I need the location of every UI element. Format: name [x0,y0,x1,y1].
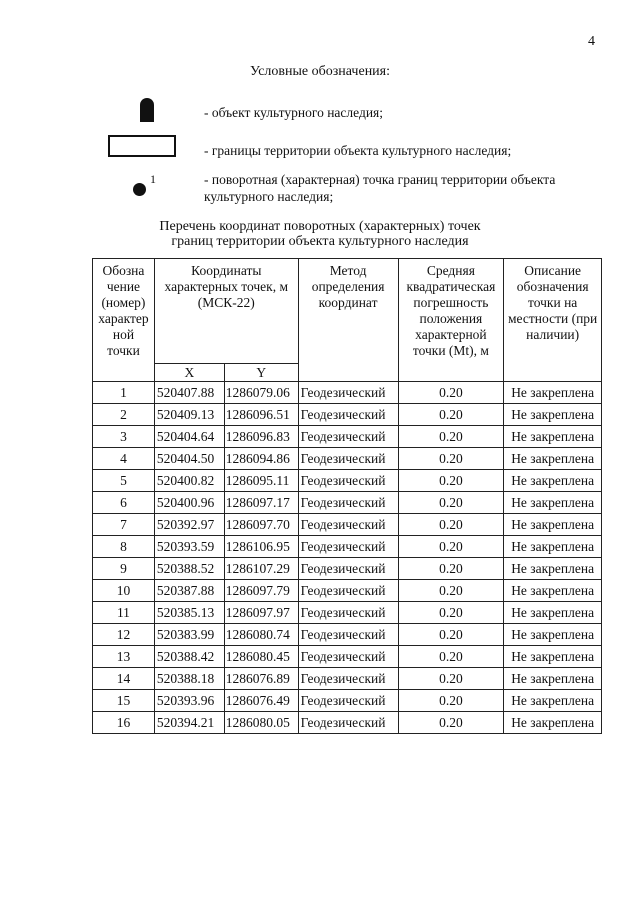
mean-error-cell: 0.20 [398,470,504,492]
mean-error-cell: 0.20 [398,514,504,536]
page-number: 4 [588,34,595,49]
table-row [93,492,602,514]
description-cell: Не закреплена [504,690,602,712]
description-cell: Не закреплена [504,536,602,558]
mean-error-cell: 0.20 [398,492,504,514]
description-cell: Не закреплена [504,712,602,734]
turning-point-icon [133,183,146,196]
mean-error-cell: 0.20 [398,558,504,580]
coord-x-cell: 520385.13 [154,602,224,624]
coord-y-cell: 1286107.29 [224,558,298,580]
mean-error-cell: 0.20 [398,646,504,668]
table-row [93,668,602,690]
coord-x-cell: 520407.88 [154,382,224,404]
method-cell: Геодезический [298,404,398,426]
table-row [93,580,602,602]
coord-x-cell: 520394.21 [154,712,224,734]
coord-y-cell: 1286095.11 [224,470,298,492]
description-cell: Не закреплена [504,404,602,426]
method-cell: Геодезический [298,426,398,448]
table-row [93,448,602,470]
coordinates-table [92,258,602,734]
mean-error-cell: 0.20 [398,426,504,448]
header-description: Описание обозначения точки на местности (при наличии) [504,259,602,382]
method-cell: Геодезический [298,558,398,580]
method-cell: Геодезический [298,624,398,646]
point-number-cell: 10 [93,580,155,602]
monument-icon [140,98,154,122]
coord-y-cell: 1286080.45 [224,646,298,668]
mean-error-cell: 0.20 [398,712,504,734]
mean-error-cell: 0.20 [398,668,504,690]
table-row [93,536,602,558]
header-method: Метод определения координат [298,259,398,382]
description-cell: Не закреплена [504,668,602,690]
header-designation: Обозна чение (номер) характер ной точки [93,259,155,382]
coord-x-cell: 520388.18 [154,668,224,690]
method-cell: Геодезический [298,690,398,712]
description-cell: Не закреплена [504,470,602,492]
description-cell: Не закреплена [504,646,602,668]
description-cell: Не закреплена [504,492,602,514]
mean-error-cell: 0.20 [398,404,504,426]
coord-x-cell: 520409.13 [154,404,224,426]
method-cell: Геодезический [298,580,398,602]
border-rectangle-icon [108,135,176,157]
point-number-cell: 9 [93,558,155,580]
list-title-line1: Перечень координат поворотных (характерных) точек [159,219,481,234]
table-row [93,558,602,580]
point-number-cell: 5 [93,470,155,492]
turning-point-label: 1 [150,172,156,186]
method-cell: Геодезический [298,448,398,470]
coord-x-cell: 520393.59 [154,536,224,558]
coord-y-cell: 1286094.86 [224,448,298,470]
coord-y-cell: 1286079.06 [224,382,298,404]
coord-y-cell: 1286080.05 [224,712,298,734]
description-cell: Не закреплена [504,558,602,580]
method-cell: Геодезический [298,470,398,492]
point-number-cell: 11 [93,602,155,624]
mean-error-cell: 0.20 [398,382,504,404]
description-cell: Не закреплена [504,624,602,646]
table-row [93,712,602,734]
coord-x-cell: 520404.64 [154,426,224,448]
coord-y-cell: 1286096.83 [224,426,298,448]
table-row [93,470,602,492]
mean-error-cell: 0.20 [398,580,504,602]
method-cell: Геодезический [298,646,398,668]
table-row [93,514,602,536]
description-cell: Не закреплена [504,602,602,624]
table-row [93,690,602,712]
header-x: X [154,364,224,382]
point-number-cell: 1 [93,382,155,404]
method-cell: Геодезический [298,382,398,404]
mean-error-cell: 0.20 [398,624,504,646]
coord-x-cell: 520383.99 [154,624,224,646]
coord-x-cell: 520392.97 [154,514,224,536]
method-cell: Геодезический [298,514,398,536]
coord-y-cell: 1286097.17 [224,492,298,514]
coord-y-cell: 1286076.49 [224,690,298,712]
method-cell: Геодезический [298,536,398,558]
coord-y-cell: 1286080.74 [224,624,298,646]
mean-error-cell: 0.20 [398,690,504,712]
table-row [93,646,602,668]
point-number-cell: 13 [93,646,155,668]
coord-y-cell: 1286097.79 [224,580,298,602]
point-number-cell: 6 [93,492,155,514]
coord-x-cell: 520387.88 [154,580,224,602]
point-number-cell: 15 [93,690,155,712]
header-error: Средняя квадратическая погрешность положения характерной точки (Mt), м [398,259,504,382]
point-number-cell: 14 [93,668,155,690]
header-coordinates: Координаты характерных точек, м (МСК-22) [154,259,298,364]
description-cell: Не закреплена [504,514,602,536]
coord-x-cell: 520404.50 [154,448,224,470]
method-cell: Геодезический [298,668,398,690]
table-row [93,382,602,404]
coord-y-cell: 1286096.51 [224,404,298,426]
coord-x-cell: 520388.52 [154,558,224,580]
point-number-cell: 4 [93,448,155,470]
mean-error-cell: 0.20 [398,602,504,624]
mean-error-cell: 0.20 [398,448,504,470]
coord-y-cell: 1286097.97 [224,602,298,624]
method-cell: Геодезический [298,712,398,734]
description-cell: Не закреплена [504,448,602,470]
coord-x-cell: 520400.96 [154,492,224,514]
description-cell: Не закреплена [504,426,602,448]
point-number-cell: 3 [93,426,155,448]
point-number-cell: 16 [93,712,155,734]
table-row [93,602,602,624]
header-y: Y [224,364,298,382]
list-title-line2: границ территории объекта культурного наследия [171,234,469,249]
mean-error-cell: 0.20 [398,536,504,558]
coord-y-cell: 1286076.89 [224,668,298,690]
coord-y-cell: 1286106.95 [224,536,298,558]
coord-y-cell: 1286097.70 [224,514,298,536]
legend-title: Условные обозначения: [249,64,391,79]
coord-x-cell: 520393.96 [154,690,224,712]
point-number-cell: 12 [93,624,155,646]
method-cell: Геодезический [298,492,398,514]
point-number-cell: 2 [93,404,155,426]
point-number-cell: 8 [93,536,155,558]
description-cell: Не закреплена [504,382,602,404]
point-number-cell: 7 [93,514,155,536]
description-cell: Не закреплена [504,580,602,602]
coord-x-cell: 520400.82 [154,470,224,492]
list-title [0,219,640,249]
method-cell: Геодезический [298,602,398,624]
coord-x-cell: 520388.42 [154,646,224,668]
table-row [93,404,602,426]
table-row [93,426,602,448]
table-row [93,624,602,646]
